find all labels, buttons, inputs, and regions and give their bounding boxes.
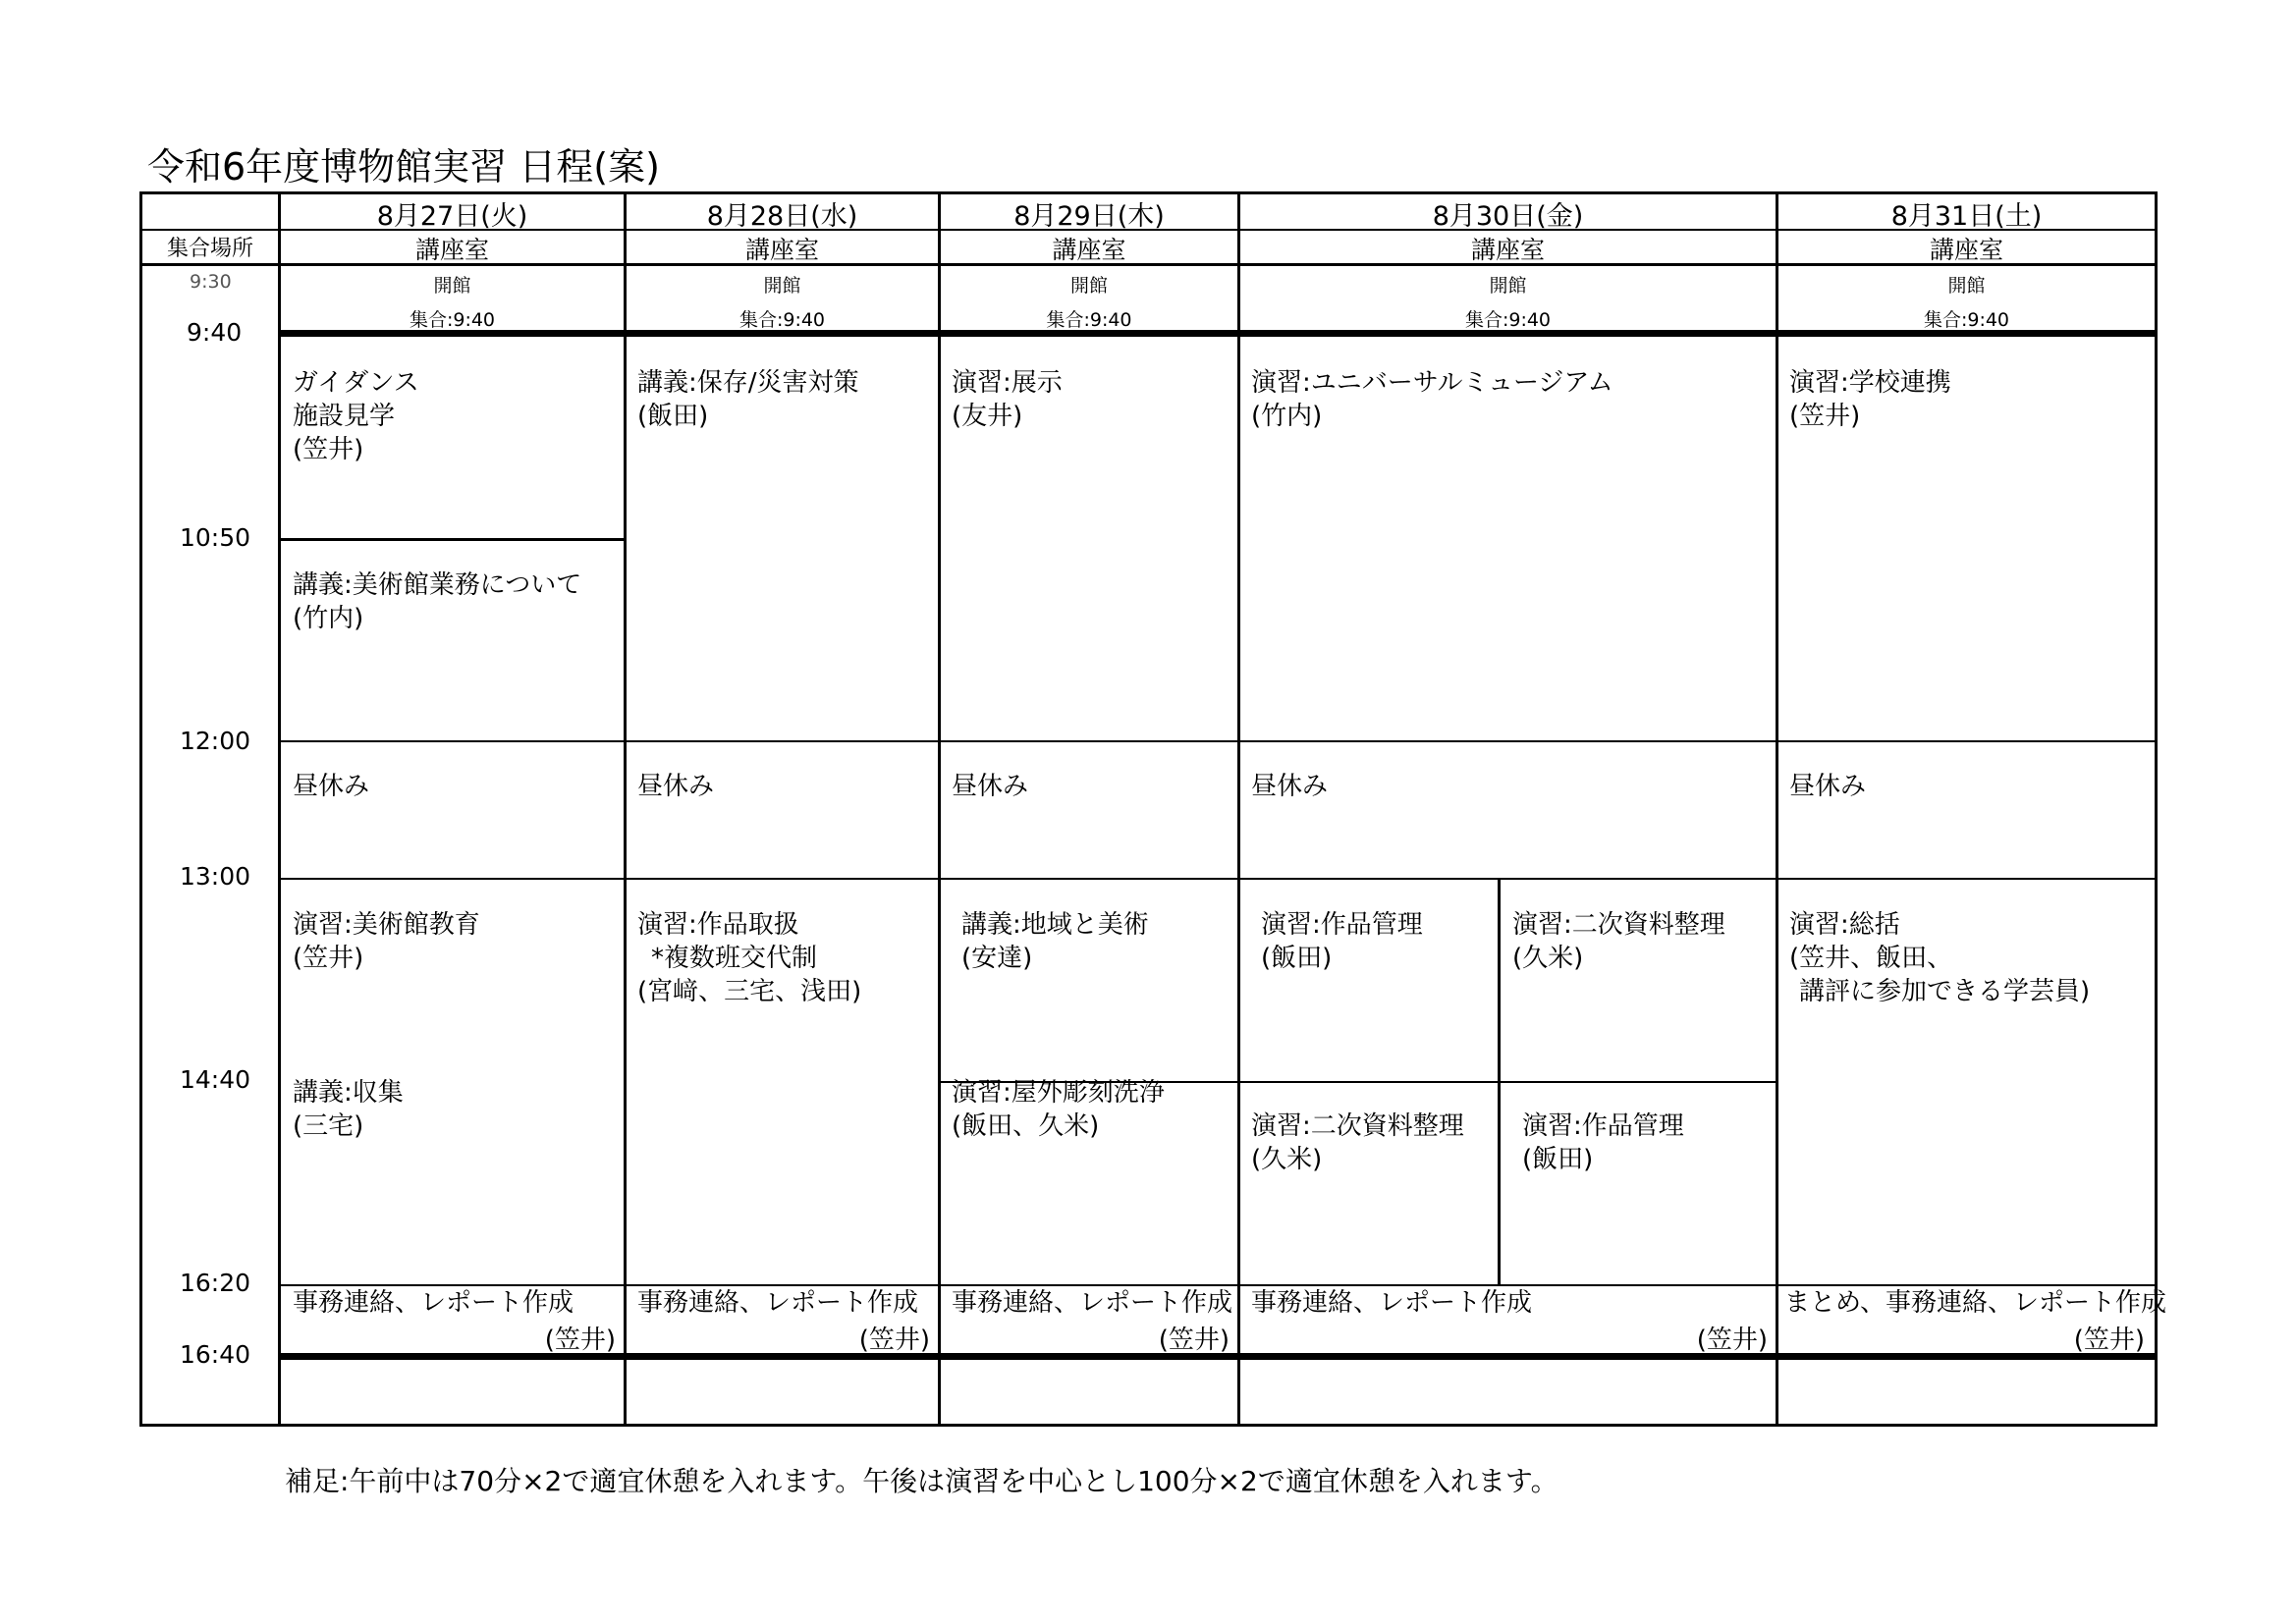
session-cell: 演習:作品取扱 *複数班交代制 (宮﨑、三宅、浅田) — [637, 910, 862, 1006]
closing-person: (笠井) — [1696, 1326, 1768, 1355]
gather-time: 集合:9:40 — [1923, 309, 2010, 331]
lunch-cell: 昼休み — [293, 772, 370, 801]
session-cell: 講義:収集 (三宅) — [293, 1078, 404, 1141]
time-label: 16:20 — [180, 1269, 251, 1297]
col-divider — [1237, 194, 1240, 1424]
time-label: 9:40 — [187, 318, 243, 347]
lunch-cell: 昼休み — [1789, 772, 1867, 801]
gather-time: 集合:9:40 — [409, 309, 496, 331]
date-header: 8月28日(水) — [706, 201, 858, 232]
col-divider — [624, 194, 627, 1424]
closing-person: (笠井) — [858, 1326, 930, 1355]
schedule-table — [139, 191, 2166, 1427]
meeting-place: 講座室 — [1470, 236, 1545, 264]
open-label: 開館 — [1489, 275, 1527, 297]
session-cell: 講義:保存/災害対策 (飯田) — [637, 368, 859, 431]
meeting-place: 講座室 — [414, 236, 489, 264]
open-label: 開館 — [1069, 275, 1108, 297]
lunch-cell: 昼休み — [1251, 772, 1329, 801]
lunch-cell: 昼休み — [952, 772, 1029, 801]
open-label: 開館 — [1947, 275, 1986, 297]
gather-time: 集合:9:40 — [1046, 309, 1132, 331]
session-cell: 演習:二次資料整理 (久米) — [1512, 910, 1725, 973]
time-label: 14:40 — [180, 1065, 251, 1094]
col-divider — [1776, 194, 1778, 1424]
time-label: 10:50 — [180, 523, 251, 552]
page-title: 令和6年度博物館実習 日程(案) — [147, 145, 660, 189]
meeting-place: 講座室 — [1929, 236, 2003, 264]
time-label: 9:30 — [190, 271, 232, 293]
session-cell: 演習:総括 (笠井、飯田、 講評に参加できる学芸員) — [1789, 910, 2091, 1006]
session-cell: 演習:屋外彫刻洗浄 (飯田、久米) — [952, 1078, 1165, 1141]
open-label: 開館 — [433, 275, 471, 297]
session-cell: 演習:二次資料整理 (久米) — [1251, 1111, 1464, 1174]
closing-cell: 事務連絡、レポート作成 — [1251, 1288, 1533, 1318]
col-divider — [938, 194, 941, 1424]
row-divider — [278, 538, 624, 541]
time-label: 12:00 — [180, 727, 251, 755]
footnote: 補足:午前中は70分×2で適宜休憩を入れます。午後は演習を中心とし100分×2で適宜休憩を入れます。 — [285, 1465, 1558, 1497]
gather-time: 集合:9:40 — [738, 309, 826, 331]
meeting-place-label: 集合場所 — [166, 237, 253, 261]
closing-person: (笠井) — [544, 1326, 616, 1355]
session-cell: ガイダンス 施設見学 (笠井) — [293, 368, 419, 464]
session-cell: 演習:学校連携 (笠井) — [1789, 368, 1951, 431]
closing-cell: 事務連絡、レポート作成 — [952, 1288, 1233, 1318]
session-cell: 演習:作品管理 (飯田) — [1261, 910, 1423, 973]
time-label: 16:40 — [180, 1340, 251, 1369]
session-cell: 講義:地域と美術 (安達) — [961, 910, 1149, 973]
date-header: 8月30日(金) — [1432, 201, 1584, 232]
closing-person: (笠井) — [2073, 1326, 2145, 1355]
lunch-cell: 昼休み — [637, 772, 715, 801]
gather-time: 集合:9:40 — [1464, 309, 1552, 331]
closing-person: (笠井) — [1158, 1326, 1230, 1355]
session-cell: 演習:美術館教育 (笠井) — [293, 910, 480, 973]
meeting-place: 講座室 — [1052, 236, 1126, 264]
date-header: 8月29日(木) — [1013, 201, 1165, 232]
row-divider — [278, 740, 2155, 742]
closing-cell: まとめ、事務連絡、レポート作成 — [1784, 1288, 2166, 1318]
row-divider — [278, 878, 2155, 880]
session-cell: 演習:展示 (友井) — [952, 368, 1063, 431]
open-label: 開館 — [763, 275, 801, 297]
session-cell: 講義:美術館業務について (竹内) — [293, 570, 582, 633]
session-cell: 演習:ユニバーサルミュージアム (竹内) — [1251, 368, 1613, 431]
date-header: 8月31日(土) — [1890, 201, 2043, 232]
closing-cell: 事務連絡、レポート作成 — [637, 1288, 919, 1318]
session-cell: 演習:作品管理 (飯田) — [1522, 1111, 1684, 1174]
date-header: 8月27日(火) — [376, 201, 528, 232]
closing-cell: 事務連絡、レポート作成 — [293, 1288, 574, 1318]
meeting-place: 講座室 — [744, 236, 819, 264]
time-label: 13:00 — [180, 862, 251, 891]
col-divider — [278, 194, 281, 1424]
